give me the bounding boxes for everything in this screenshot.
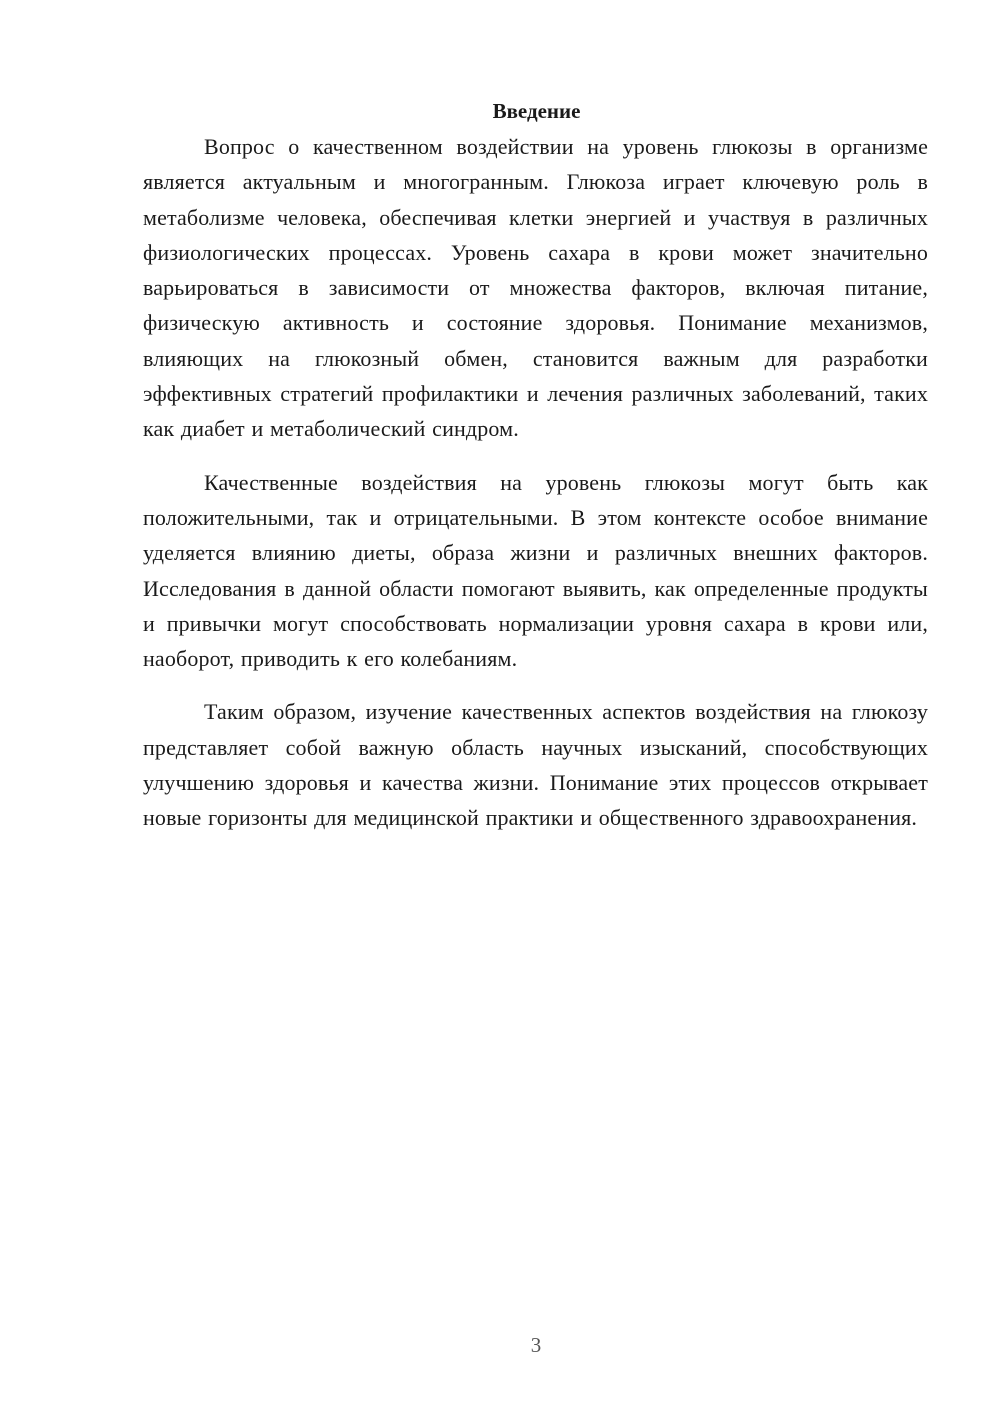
page-content	[143, 94, 928, 836]
section-heading: Введение	[492, 99, 581, 123]
paragraph-1: Вопрос о качественном воздействии на уровень глюкозы в организме является актуальным и многогранным. Глюкоза играет ключевую роль в метаболизме человека, обеспечивая клетки энергией и участвуя в различных физиологических процессах. Уровень сахара в крови может значительно варьироваться в зависимости от множества факторов, включая питание, физическую активность и состояние здоровья. Понимание механизмов, влияющих на глюкозный обмен, становится важным для разработки эффективных стратегий профилактики и лечения различных заболеваний, таких как диабет и метаболический синдром.	[143, 134, 928, 442]
paragraph-3: Таким образом, изучение качественных аспектов воздействия на глюкозу представляет собой важную область научных изысканий, способствующих улучшению здоровья и качества жизни. Понимание этих процессов открывает новые горизонты для медицинской практики и общественного здравоохранения.	[143, 699, 928, 831]
paragraph-2: Качественные воздействия на уровень глюкозы могут быть как положительными, так и отрицательными. В этом контексте особое внимание уделяется влиянию диеты, образа жизни и различных внешних факторов. Исследования в данной области помогают выявить, как определенные продукты и привычки могут способствовать нормализации уровня сахара в крови или, наоборот, приводить к его колебаниям.	[143, 469, 928, 672]
page-number: 3	[530, 1333, 542, 1357]
